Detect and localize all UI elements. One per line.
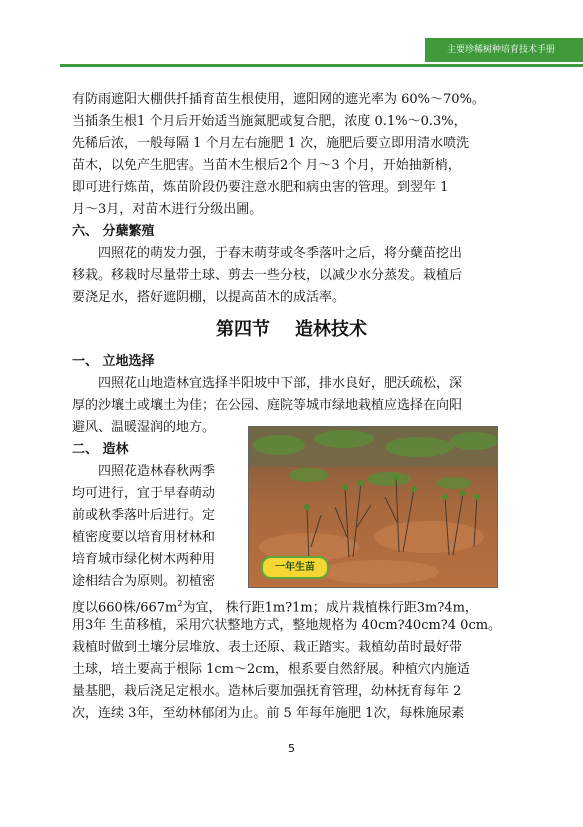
body-line: 四照花山地造林宜选择半阳坡中下部，排水良好，肥沃疏松，深	[98, 376, 463, 391]
body-line: 前或秋季落叶后进行。定	[72, 508, 216, 523]
body-line: 苗木，以免产生肥害。当苗木生根后2个 月～3 个月，开始抽新梢，	[72, 158, 461, 173]
chapter-title: 第四节 造林技术	[215, 319, 368, 340]
section-heading-afforestation: 二、 造林	[72, 442, 129, 457]
body-line: 当插条生根1 个月后开始适当施氮肥或复合肥，浓度 0.1%～0.3%，	[72, 114, 467, 129]
density-superscript: 2	[177, 599, 183, 608]
body-line: 途相结合为原则。初植密	[72, 574, 216, 589]
body-line: 要浇足水，搭好遮阴棚，以提高苗木的成活率。	[72, 290, 346, 305]
header-title: 主要珍稀树种培育技术手册	[446, 45, 555, 55]
section-heading-tillering: 六、 分蘖繁殖	[72, 224, 155, 239]
density-line	[72, 594, 478, 618]
body-line: 次，连续 3年，至幼林郁闭为止。前 5 年每年施肥 1次，每株施尿素	[72, 706, 465, 721]
density-prefix: 度以660株/667m	[72, 600, 178, 616]
header-rule	[60, 64, 583, 67]
body-line: 栽植时做到土壤分层堆放、表土还原、栽正踏实。栽植幼苗时最好带	[72, 640, 463, 655]
seedling-photo	[248, 426, 498, 588]
body-line: 避风、温暖湿润的地方。	[72, 420, 216, 435]
body-line: 四照花造林春秋两季	[98, 464, 216, 479]
body-line: 均可进行，宜于早春萌动	[72, 486, 216, 501]
body-line: 量基肥，栽后浇足定根水。造林后要加强抚育管理，幼林抚育每年 2	[72, 684, 462, 699]
body-line: 植密度要以培育用材林和	[72, 530, 216, 545]
density-suffix: 为宜， 株行距1m?1m；成片栽植株行距3m?4m，	[182, 600, 478, 616]
body-line: 土球，培土要高于根际 1cm～2cm，根系要自然舒展。种植穴内施适	[72, 662, 470, 677]
body-line: 月～3月，对苗木进行分级出圃。	[72, 202, 263, 217]
body-line: 四照花的萌发力强，于春末萌芽或冬季落叶之后，将分蘖苗挖出	[98, 246, 463, 261]
body-line: 先稀后浓，一般每隔 1 个月左右施肥 1 次，施肥后要立即用清水喷洗	[72, 136, 470, 151]
body-line: 有防雨遮阳大棚供扦插育苗生根使用，遮阳网的遮光率为 60%～70%。	[72, 92, 485, 107]
photo-caption-badge: 一年生苗	[261, 556, 329, 579]
body-line: 厚的沙壤土或壤土为佳；在公园、庭院等城市绿地栽植应选择在向阳	[72, 398, 463, 413]
body-line: 移栽。移栽时尽量带土球、剪去一些分枝，以减少水分蒸发。栽植后	[72, 268, 463, 283]
section-heading-site: 一、 立地选择	[72, 354, 155, 369]
page-number: 5	[288, 742, 295, 755]
body-line: 即可进行炼苗，炼苗阶段仍要注意水肥和病虫害的管理。到翌年 1	[72, 180, 449, 195]
body-line: 培育城市绿化树木两种用	[72, 552, 216, 567]
body-line: 用3年 生苗移植，采用穴状整地方式，整地规格为 40cm?40cm?4 0cm。	[72, 618, 502, 633]
